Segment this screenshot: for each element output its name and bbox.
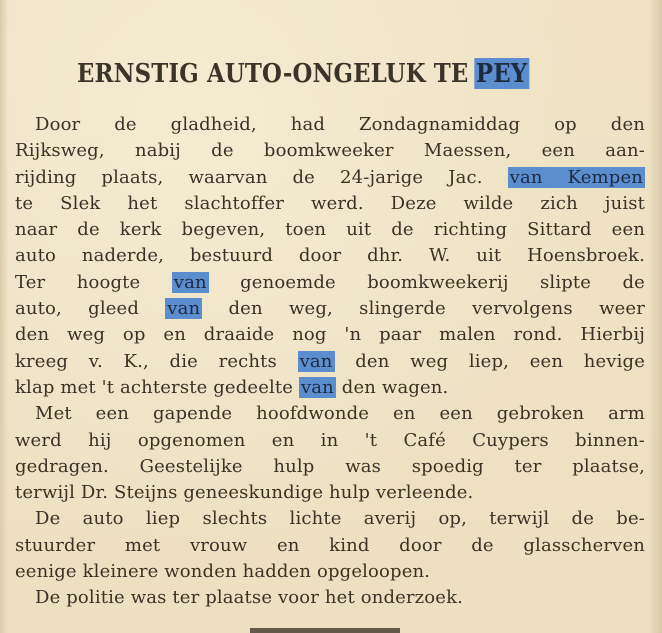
- article-line: [15, 559, 645, 585]
- article-line: [15, 243, 645, 269]
- article-text: den wagen.: [335, 376, 449, 398]
- article-line: [15, 191, 645, 217]
- article-text: auto naderde, bestuurd door dhr. W. uit Hoensbroek.: [15, 245, 645, 267]
- search-highlight: van: [300, 376, 334, 398]
- article-line: [15, 165, 645, 191]
- article-text: De politie was ter plaatse voor het onderzoek.: [35, 587, 464, 609]
- article-line: [15, 454, 645, 480]
- article-line: [15, 112, 645, 138]
- article-body: [15, 112, 645, 612]
- article-text: Rijksweg, nabij de boomkweeker Maessen, een aan-: [15, 140, 645, 162]
- article-line: [15, 138, 645, 164]
- article-text: terwijl Dr. Steijns geneeskundige hulp verleende.: [15, 482, 474, 504]
- article-text: Ter hoogte: [15, 271, 172, 293]
- article-text: werd hij opgenomen en in 't Café Cuypers binnen-: [15, 429, 645, 451]
- page-edge-shadow-right: [648, 0, 662, 633]
- article-line: [15, 428, 645, 454]
- article-headline: [77, 54, 529, 94]
- article-line: [15, 217, 645, 243]
- article-text: Met een gapende hoofdwonde en een gebroken arm: [35, 403, 645, 425]
- article-text: kreeg v. K., die rechts: [15, 350, 298, 372]
- article-line: [15, 349, 645, 375]
- article-text: genoemde boomkweekerij slipte de: [208, 271, 645, 293]
- article-line: [15, 375, 612, 401]
- article-text: stuurder met vrouw en kind door de glasscherven: [15, 534, 645, 556]
- article-line: [15, 401, 645, 427]
- article-text: den weg liep, een hevige: [334, 350, 645, 372]
- article-line: [15, 506, 645, 532]
- article-text: Door de gladheid, had Zondagnamiddag op den: [35, 114, 645, 135]
- article-line: [15, 585, 645, 611]
- article-text: gedragen. Geestelijke hulp was spoedig ter plaatse,: [15, 455, 645, 477]
- article-text: den weg, slingerde vervolgens weer: [202, 298, 645, 320]
- article-line: [15, 533, 645, 559]
- section-divider: [250, 628, 400, 633]
- article-text: De auto liep slechts lichte averij op, terwijl de be-: [35, 508, 645, 530]
- article-text: eenige kleinere wonden hadden opgeloopen.: [15, 561, 431, 583]
- headline-text: ERNSTIG AUTO-ONGELUK TE: [77, 58, 469, 89]
- article-text: den weg op en draaide nog 'n paar malen rond. Hierbij: [15, 324, 645, 346]
- search-highlight: van: [167, 298, 201, 320]
- article-line: [15, 322, 645, 348]
- article-text: naar de kerk begeven, toen uit de richting Sittard een: [15, 219, 645, 241]
- article-line: [15, 270, 645, 296]
- search-highlight: van: [299, 350, 333, 372]
- article-text: rijding plaats, waarvan de 24-jarige Jac.: [15, 166, 508, 188]
- article-line: [15, 480, 645, 506]
- search-highlight: van: [173, 271, 207, 293]
- headline-search-highlight: PEY: [475, 58, 528, 89]
- article-line: [15, 296, 645, 322]
- search-highlight: van Kempen: [509, 166, 643, 188]
- article-text: auto, gleed: [15, 298, 166, 320]
- article-text: klap met 't achterste gedeelte: [15, 376, 299, 398]
- article-text: te Slek het slachtoffer werd. Deze wilde zich juist: [15, 192, 645, 214]
- page-edge-shadow: [0, 0, 8, 633]
